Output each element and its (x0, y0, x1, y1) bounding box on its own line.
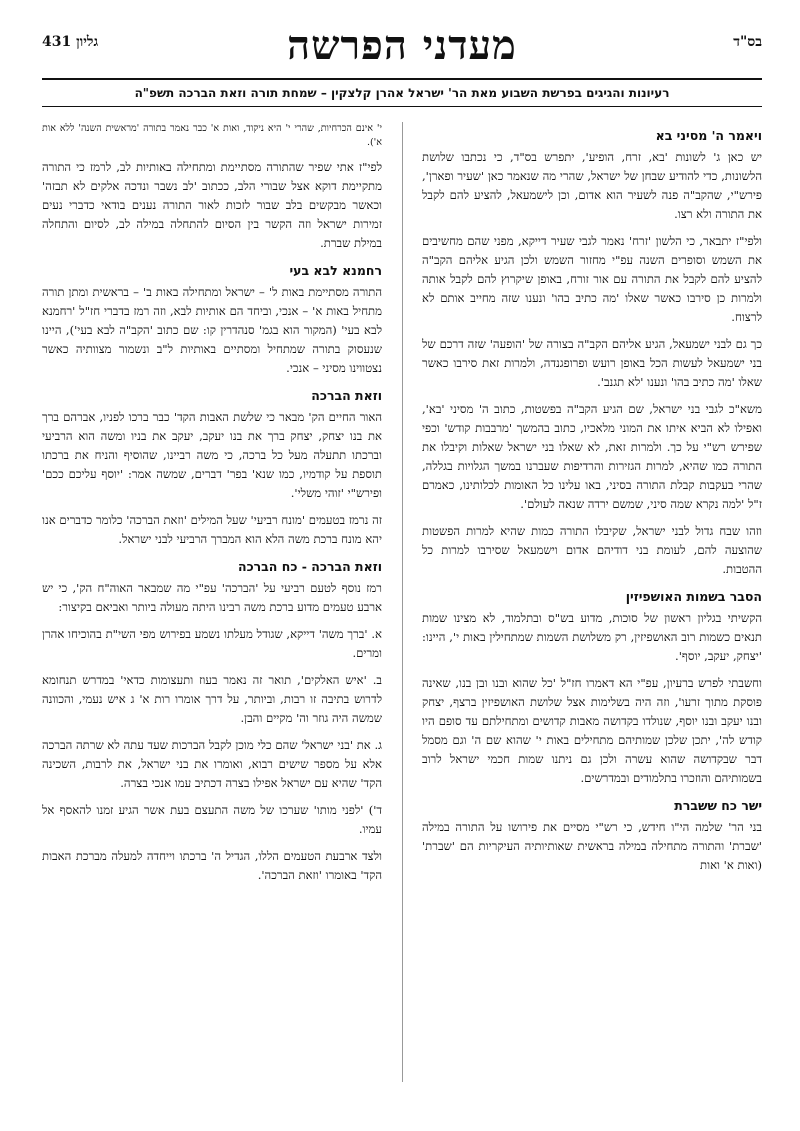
paragraph: ב. 'איש האלקים', תואר זה נאמר בעוז ותעצומות כדאי' במדרש תנחומא לדרוש בתיבה זו רבות, וביותר, על דרך אומרו רות א' ג איש נעמי, והכוונה שמשה היה גוזר וה' מקיים והבן. (42, 673, 382, 725)
column-divider (402, 122, 403, 1082)
section-title: וזאת הברכה - כח הברכה (237, 559, 382, 574)
paragraph: יש כאן ג' לשונות 'בא, זרח, הופיע', יתפרש בס"ד, כי נכתבו שלושת הלשונות, כדי להודיע שבחן של ישראל, שהרי מה שנאמר כאן 'שעיר ופארן', פירש"י, שהקב"ה פנה לשעיר הוא אדום, וכן לישמעאל, להציע להם לקבל את התורה ולא רצו. (422, 150, 762, 221)
newsletter-page (42, 20, 762, 1110)
paragraph: ד') 'לפני מותו' שערכו של משה התעצם בעת אשר הגיע זמנו להאסף אל עמיו. (42, 803, 382, 836)
paragraph: כך גם לבני ישמעאל, הגיע אליהם הקב"ה בצורה של 'הופעה' שזה דרכם של בני ישמעאל לעשות הכל באופן רועש ופרופגנדה, ולמרות זאת סירבו כאשר שאלו 'מה כתיב בהו' ונענו 'לא תגנב'. (422, 337, 762, 389)
paragraph: משא"כ לגבי בני ישראל, שם הגיע הקב"ה בפשטות, כתוב ה' מסיני 'בא', ואפילו לא הביא איתו את המוני מלאכיו, כתוב בהמשך 'מרבבות קודש' וכפי שפירש רש"י על כך. ולמרות זאת, לא שאלו בני ישראל שאלות וקיבלו את התורה כמו שהיא, למרות הגזירות והרדיפות שעברנו במשך הגלויות בגללה, שהרי בעקבות קבלת התורה בסיני, באו עלינו כל האומות לכלותינו, כאמרם ז"ל 'למה נקרא שמה סיני, שמשם ירדה שנאה לעולם'. (422, 402, 762, 511)
section-title: הסבר בשמות האושפיזין (625, 589, 762, 604)
right-column (422, 122, 762, 1082)
paragraph: האור החיים הק' מבאר כי שלשת האבות הקד' כבר ברכו לפניו, אברהם ברך את בנו יצחק, יצחק ברך את בנו יעקב, יעקב את בניו ומשה הוא הרביעי וברכתו תתעלה מעל כל ברכה, כי משה רביינו, שהוסיף והניח את ברכתו תוספת על קודמיו, כמו שנא' בפר' דברים, שמשה אמר: 'יוסף עליכם ככם' ופירש"י 'זוהי משלי'. (42, 410, 382, 500)
issue-number: גליון 431 (42, 34, 99, 50)
paragraph: הקשיתי בגליון ראשון של סוכות, מדוע בש"ס ובתלמוד, לא מצינו שמות תנאים כשמות רוב האושפיזין, רק משלושת השמות שמתחילין באות י', היינו: 'יצחק, יעקב, יוסף'. (422, 611, 762, 663)
continuation-note: י' אינם הכרחיות, שהרי י' היא ניקוד, ואות א' כבר נאמר בתורה 'מראשית השנה' ללא אות א'). (42, 123, 382, 148)
paragraph: ולפי"ז יתבאר, כי הלשון 'זרח' נאמר לגבי שעיר דייקא, מפני שהם מחשיבים את השמש וסופרים השנה עפ"י מחזור השמש ולכן הגיע אליהם הקב"ה להציע להם לקבל את התורה עם אור זורח, באופן שיקרוץ להם לקבל אותה ולמרות כן סירבו כאשר שאלו 'מה כתיב בהו' ונענו שזה מחייב אותם לא לרצוח. (422, 234, 762, 324)
masthead-title: מעדני הפרשה (287, 22, 517, 69)
paragraph: ג. את 'בני ישראל' שהם כלי מוכן לקבל הברכות שעד עתה לא שרתה הברכה אלא על מספר שישים רבוא, ואומרו את בני ישראל, את לרבות, השכינה הקד' שהיא עם ישראל אפילו בצרה דכתיב עמו אנכי בצרה. (42, 738, 382, 790)
paragraph: לפי"ז אתי שפיר שהתורה מסתיימת ומתחילה באותיות לב, לרמז כי התורה מתקיימת דוקא אצל שבורי הלב, ככתוב 'לב נשבר ונדכה אלקים לא תבזה' וכאשר מבקשים בלב שבור לזכות לאור התורה נענים בודאי כדברי נעים זמירות ישראל וזה הקשר בין הסיום להתחלה במילה לב, לסיום והתחלה במילת שברת. (42, 160, 382, 250)
subtitle: רעיונות והגיגים בפרשת השבוע מאת הר' ישראל אהרן קלצקין – שמחת תורה וזאת הברכה תשפ"ה (42, 80, 762, 107)
paragraph: בני הר' שלמה הי"ו חידש, כי רש"י מסיים את פירושו על התורה במילה 'שברת' והתורה מתחילה במילה בראשית שאותיותיה העיקריות הם 'שברת' (ואות א' ואות (422, 820, 762, 872)
section-title: וזאת הברכה (311, 388, 382, 403)
section-title: ויאמר ה' מסיני בא (655, 128, 762, 143)
section-title: רחמנא לבא בעי (289, 263, 382, 278)
paragraph: זה נרמז בטעמים 'מונח רביעי' שעל המילים 'וזאת הברכה' כלומר כדברים אנו יהא מונח ברכת משה הלא הוא המברך הרביעי לבני ישראל. (42, 513, 382, 546)
left-column (42, 122, 382, 1082)
paragraph: התורה מסתיימת באות ל' – ישראל ומתחילה באות ב' – בראשית ומתן תורה מתחיל באות א' – אנכי, וביחד הם אותיות לבא, וזה רמז בדברי חז"ל 'רחמנא לבא בעי' (המקור הוא בגמ' סנהדרין קו: שם כתוב 'הקב"ה לבא בעי'), היינו שנעסוק בתורה שמתחיל ומסתיים באותיות ל"ב ונשמור מצוותיה כאשר נצטווינו מסיני – אנכי. (42, 285, 382, 375)
header (42, 20, 762, 80)
section-title: ישר כח ששברת (674, 798, 762, 813)
paragraph: וזהו שבח גדול לבני ישראל, שקיבלו התורה כמות שהיא למרות הפשטות שהוצעה להם, לעומת בני דודיהם אדום וישמעאל שסירבו למרות כל ההטבות. (422, 524, 762, 576)
paragraph: ולצד ארבעת הטעמים הללו, הגדיל ה' ברכתו וייחדה למעלה מברכת האבות הקד' באומרו 'וזאת הברכה'. (42, 849, 382, 882)
paragraph: רמז נוסף לטעם רביעי על 'הברכה' עפ"י מה שמבאר האוה"ח הק', כי יש ארבע טעמים מדוע ברכת משה רבינו היתה מעולה ביותר ואביאם בקיצור: (42, 581, 382, 614)
article-columns (42, 116, 762, 1096)
bsd-mark: בס"ד (733, 34, 762, 50)
paragraph: וחשבתי לפרש ברעיון, עפ"י הא דאמרו חז"ל 'כל שהוא ובנו ובן בנו, שאינה פוסקת מתוך זרעו', וזה היה בשלימות אצל שלושת האושפיזין ברצף, יצחק ובנו יעקב ובנו יוסף, שנולדו בקדושה מאבות קדושים ומתחילתם עד סופם היו קודש לה', יתכן שלכן שמותיהם מתחילים באות י' שהוא שם ה' וגם מסמל דבר שבקדושה שהוא עשרה ולכן גם ניתנו שמות חכמי ישראל לרוב בשמותיהם והוזכרו בתלמודים ובמדרשים. (422, 676, 762, 785)
paragraph: א. 'ברך משה' דייקא, שגודל מעלתו נשמע בפירוש מפי השי"ת בהוכיחו אהרן ומרים. (42, 627, 382, 660)
